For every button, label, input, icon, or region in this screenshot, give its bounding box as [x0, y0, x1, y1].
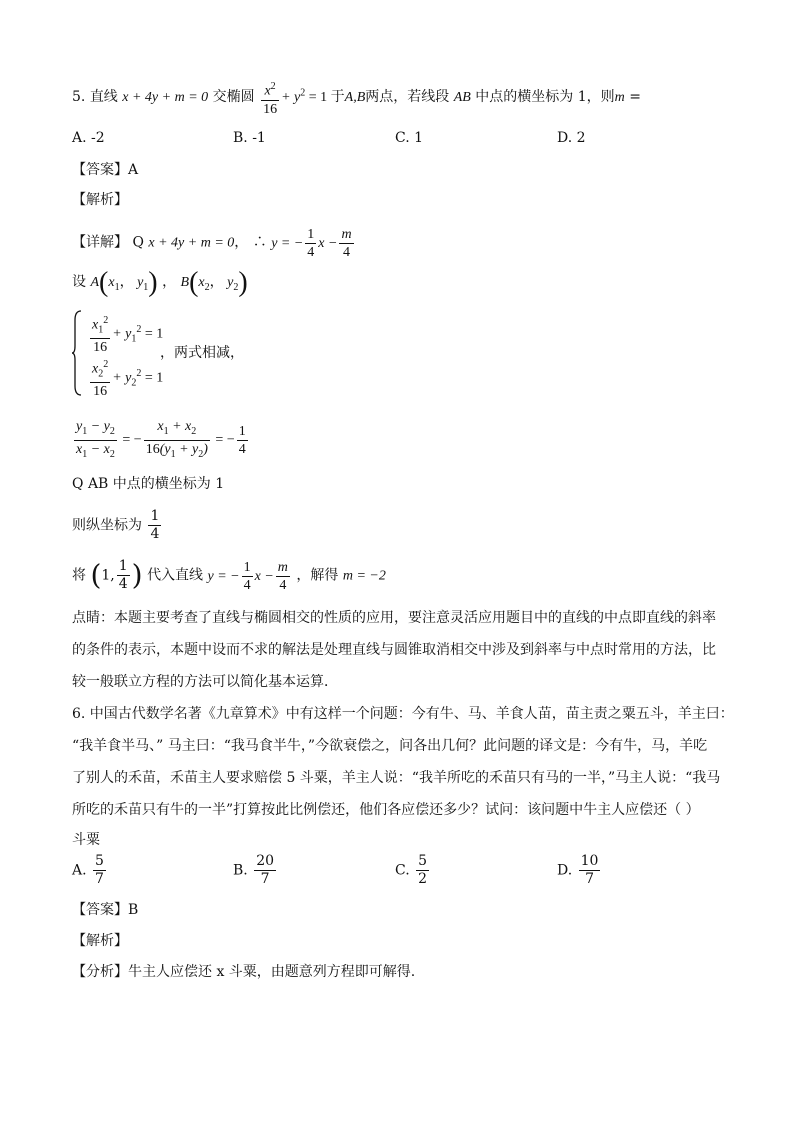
q5-text: 两点，若线段: [365, 89, 450, 106]
q6-answer: 【答案】B: [72, 902, 139, 918]
q6-line-4: 所吃的禾苗只有牛的一半”打算按此比例偿还，他们各应偿还多少？试问：该问题中牛主人应偿还（ ）: [72, 802, 700, 818]
result: m = −2: [342, 568, 386, 584]
q5-set-points: 设 $A(x_1$， $y_1$) ， $B(x_2$， $y_2$): [72, 266, 248, 298]
q5-option-a[interactable]: A. -2: [72, 130, 105, 146]
subtract-note: ，两式相减，: [160, 345, 244, 361]
substitution-line: 将 (1, $\frac{1}{4}$ ) 代入直线 y = − $\frac{1}{4}$ x − $\frac{m}{4}$ ，解得 m = −2: [72, 558, 386, 593]
q6-line-2: “我羊食半马、” 马主曰：“我马食半牛，”今欲衰偿之，问各出几何？此问题的译文是：今有牛，马，羊吃: [72, 738, 708, 754]
q5-analysis-heading: 【解析】: [72, 192, 128, 208]
detail-label: 【详解】: [72, 234, 128, 251]
q5-text: 于: [330, 89, 345, 106]
system-eq-2: $\frac{x_2^2}{16}$ + $y_2^2 = 1$: [88, 356, 163, 400]
q6-fenxi: 【分析】牛主人应偿还 x 斗粟，由题意列方程即可解得.: [72, 964, 416, 980]
q5-text: 直线: [89, 89, 118, 106]
q6-line-1: 6. 中国古代数学名著《九章算术》中有这样一个问题：今有牛、马、羊食人苗，苗主责之粟五斗，羊主曰：: [72, 706, 734, 722]
q5-text: 中点的横坐标为 1，则: [475, 89, 615, 106]
q5-line-equation: x + 4y + m = 0: [122, 90, 209, 106]
comment-line-1: 点睛：本题主要考查了直线与椭圆相交的性质的应用，要注意灵活应用题目中的直线的中点即直线的斜率: [72, 610, 716, 626]
q5-stem: [72, 78, 641, 118]
q5-option-b[interactable]: B. -1: [233, 130, 266, 146]
midpoint-line: Q AB 中点的横坐标为 1: [72, 476, 225, 492]
q5-text: =: [629, 89, 641, 106]
q5-option-c[interactable]: C. 1: [395, 130, 424, 146]
q6-line-3: 了别人的禾苗，禾苗主人要求赔偿 5 斗粟，羊主人说：“我羊所吃的禾苗只有马的一半，”马主人说：“我马: [72, 770, 721, 786]
q5-var: m: [614, 90, 625, 106]
q6-line-5: 斗粟: [72, 832, 100, 848]
comment-line-3: 较一般联立方程的方法可以简化基本运算．: [72, 674, 338, 690]
y-coordinate-line: 则纵坐标为 $\frac{1}{4}$: [72, 508, 160, 542]
q6-option-c[interactable]: C. $\frac{5}{2}$: [395, 853, 428, 887]
q5-answer: 【答案】A: [72, 162, 139, 178]
q5-number: 5.: [72, 89, 86, 106]
q5-text: 交椭圆: [212, 89, 255, 106]
q5-segment: AB: [453, 90, 471, 106]
system-eq-1: $\frac{x_1^2}{16}$ + $y_1^2 = 1$: [88, 312, 163, 356]
comment-line-2: 的条件的表示，本题中设而不求的解法是处理直线与圆锥取消相交中涉及到斜率与中点时常用的方法，比: [72, 642, 716, 658]
q6-option-b[interactable]: B. $\frac{20}{7}$: [233, 853, 275, 887]
q6-option-d[interactable]: D. $\frac{10}{7}$: [557, 853, 599, 887]
q6-analysis-heading: 【解析】: [72, 933, 128, 949]
q5-detail: 【详解】 Q x + 4y + m = 0， ∴ y = − $\frac{1}{4}$ x − $\frac{m}{4}$: [72, 227, 352, 260]
q5-option-d[interactable]: D. 2: [557, 130, 586, 146]
q5-ellipse-equation: $\frac{x^2}{16}$ + $y^2 = 1$: [259, 90, 331, 105]
q6-option-a[interactable]: A. $\frac{5}{7}$: [72, 853, 104, 887]
slope-equation: $\frac{y_1 - y_2}{x_1 - x_2}$ = − $\frac{x_1 + x_2}{16(y_1 + y_2)}$ = − $\frac{1}{4}$: [76, 419, 246, 460]
system-brace: [72, 310, 82, 396]
q5-points: A,B: [344, 90, 366, 106]
